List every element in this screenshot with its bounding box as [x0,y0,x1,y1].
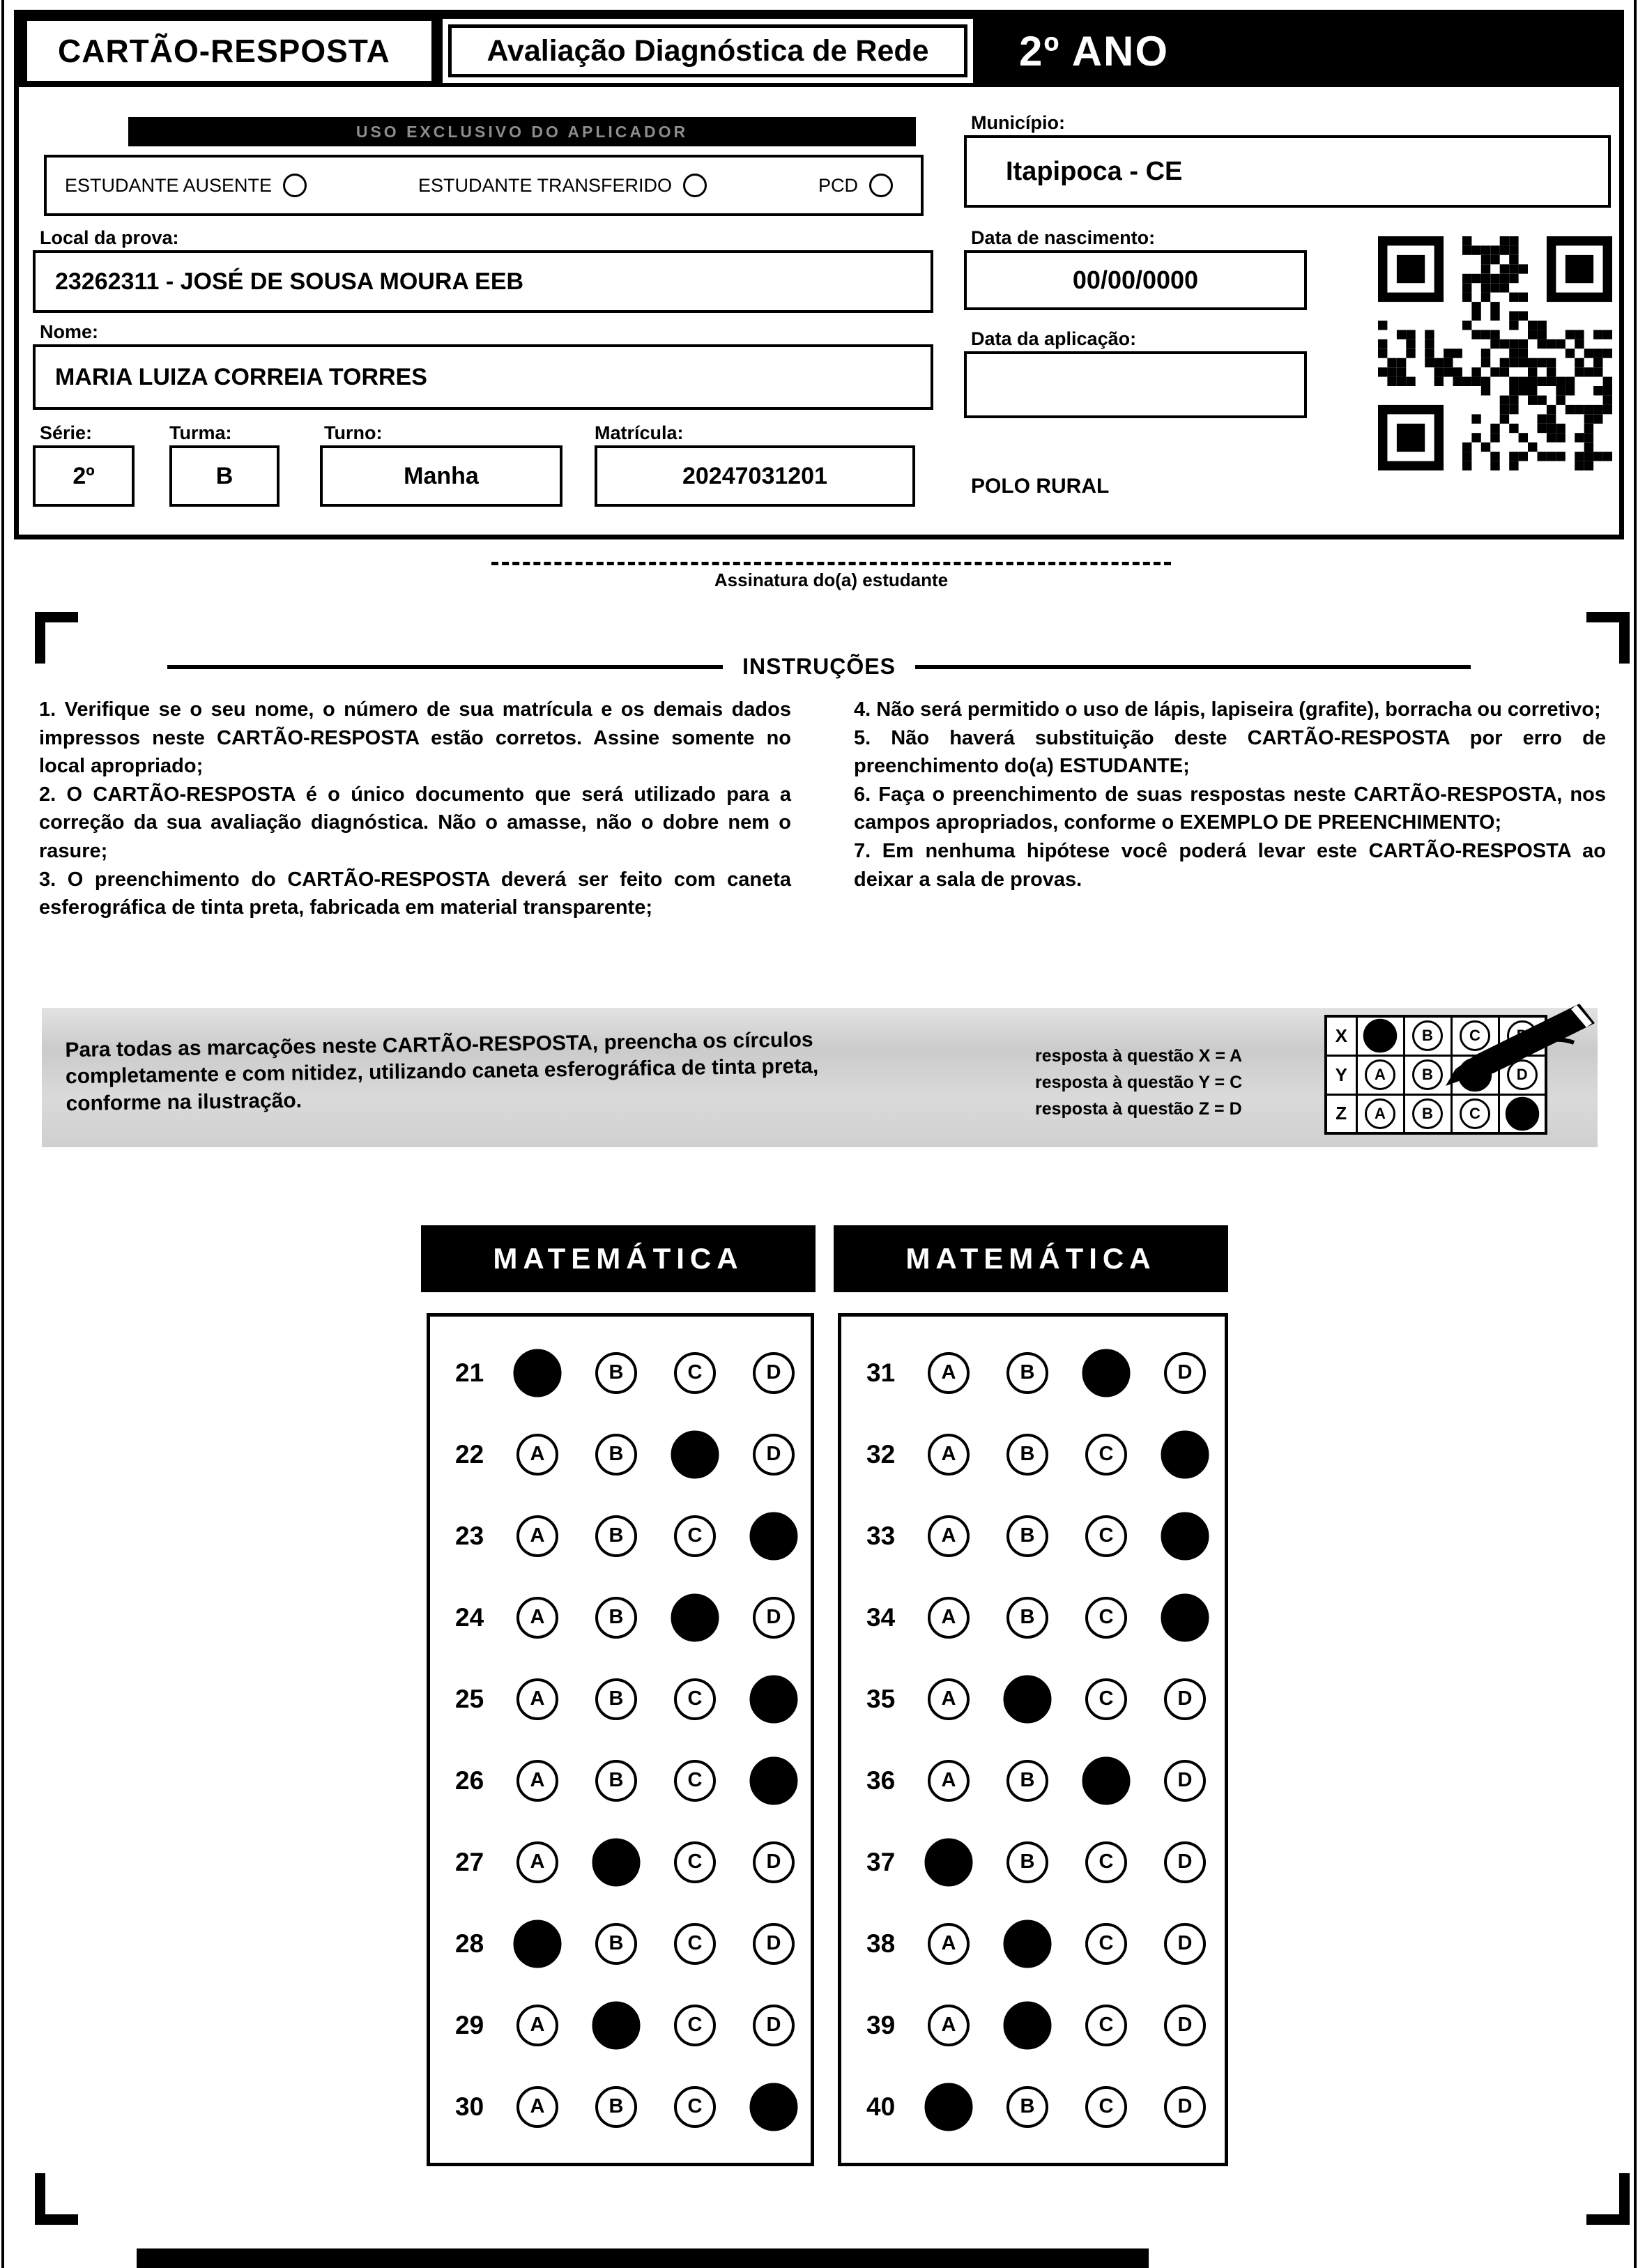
example-bubble-X-A [1363,1019,1397,1052]
example-bubble-Y-A: A [1365,1059,1395,1090]
example-cell [1356,1055,1404,1094]
question-number: 35 [866,1684,896,1713]
example-bubble-Z-D [1506,1097,1539,1131]
answer-row-q22 [430,1413,811,1495]
exam-title: Avaliação Diagnóstica de Rede [448,24,967,77]
answer-bubble-q25-C[interactable]: C [674,1678,716,1720]
answer-bubble-q21-D[interactable]: D [753,1352,795,1394]
data-aplicacao-field[interactable] [964,351,1307,418]
answer-row-q38 [841,1903,1225,1984]
question-number: 22 [455,1439,484,1469]
answer-bubble-q38-C[interactable]: C [1085,1923,1127,1965]
applicator-bar [128,117,916,146]
answer-bubble-q23-B[interactable]: B [595,1515,637,1557]
applicator-bar-label: USO EXCLUSIVO DO APLICADOR [355,122,689,141]
question-number: 29 [455,2010,484,2039]
answer-row-q24 [430,1577,811,1658]
municipio-field [964,135,1611,208]
answer-bubble-q29-C[interactable]: C [674,2005,716,2046]
answer-bubble-q29-B[interactable] [592,2001,641,2049]
answer-bubble-q37-B[interactable]: B [1006,1841,1048,1883]
header [19,15,1619,87]
answer-bubble-q38-D[interactable]: D [1164,1923,1206,1965]
answer-row-q34 [841,1577,1225,1658]
answer-bubble-q35-C[interactable]: C [1085,1678,1127,1720]
answer-bubble-q28-A[interactable] [514,1920,562,1968]
answer-bubble-q39-A[interactable]: A [928,2005,970,2046]
signature-area [491,562,1171,591]
instructions-heading [167,654,1471,680]
example-legend [1035,1043,1242,1122]
example-bubble-X-C: C [1460,1020,1490,1051]
question-number: 34 [866,1602,896,1632]
answer-bubble-q21-A[interactable] [514,1349,562,1397]
answer-bubble-q28-C[interactable]: C [674,1923,716,1965]
example-bubble-Z-A: A [1365,1098,1395,1129]
instruction-item-4: 4. Não será permitido o uso de lápis, lapiseira (grafite), borracha ou corretivo; [854,698,1601,721]
status-option-label: ESTUDANTE TRANSFERIDO [418,174,673,196]
status-bubble-2[interactable] [869,174,893,197]
answer-bubble-q21-B[interactable]: B [595,1352,637,1394]
local-field [33,250,933,313]
answer-bubble-q30-D[interactable] [750,2083,798,2131]
question-number: 33 [866,1521,896,1550]
answer-bubble-q40-C[interactable]: C [1085,2086,1127,2128]
answer-bubble-q35-D[interactable]: D [1164,1678,1206,1720]
page-edge-left [1,0,4,2268]
answer-bubble-q22-A[interactable]: A [516,1434,558,1476]
answer-bubble-q34-D[interactable] [1161,1593,1209,1641]
answer-bubble-q38-A[interactable]: A [928,1923,970,1965]
status-option-1 [418,174,707,197]
polo-label: POLO RURAL [971,475,1110,498]
answer-box-0 [427,1313,814,2166]
heading-rule-left [167,665,723,669]
pen-hand-illustration [1433,997,1600,1094]
answer-bubble-q27-C[interactable]: C [674,1841,716,1883]
answer-bubble-q33-B[interactable]: B [1006,1515,1048,1557]
example-bubble-Z-B: B [1412,1098,1443,1129]
answer-bubble-q39-C[interactable]: C [1085,2005,1127,2046]
answer-bubble-q36-C[interactable] [1082,1756,1131,1805]
example-cell [1356,1094,1404,1133]
question-number: 37 [866,1847,896,1876]
answer-bubble-q36-B[interactable]: B [1006,1760,1048,1802]
answer-bubble-q32-D[interactable] [1161,1430,1209,1478]
fill-instructions-note: Para todas as marcações neste CARTÃO-RESPOSTA, preencha os círculos completamente e com nitidez, utilizando caneta esferográfica de tinta preta, conforme na ilustração. [65,1028,819,1115]
example-row-label: Y [1326,1055,1356,1094]
crop-mark-top-right [1586,612,1630,664]
answer-row-q21 [430,1332,811,1413]
crop-mark-bottom-left [35,2173,78,2225]
turma-field [169,445,280,507]
example-legend-line-3: resposta à questão Z = D [1035,1099,1242,1119]
answer-row-q28 [430,1903,811,1984]
answer-row-q31 [841,1332,1225,1413]
instruction-item-6: 6. Faça o preenchimento de suas respostas neste CARTÃO-RESPOSTA, nos campos apropriados, conforme o EXEMPLO DE PREENCHIMENTO; [854,783,1606,834]
answer-bubble-q24-C[interactable] [671,1593,719,1641]
example-cell [1356,1016,1404,1055]
answer-box-1 [838,1313,1228,2166]
local-value: 23262311 - JOSÉ DE SOUSA MOURA EEB [55,268,524,295]
question-number: 32 [866,1439,896,1469]
nome-value: MARIA LUIZA CORREIA TORRES [55,363,427,390]
answer-bubble-q30-C[interactable]: C [674,2086,716,2128]
answer-row-q37 [841,1821,1225,1903]
example-legend-line-1: resposta à questão X = A [1035,1046,1243,1066]
answer-bubble-q31-C[interactable] [1082,1349,1131,1397]
answer-bubble-q40-A[interactable] [925,2083,973,2131]
answer-bubble-q35-A[interactable]: A [928,1678,970,1720]
answer-bubble-q36-A[interactable]: A [928,1760,970,1802]
answer-row-q40 [841,2066,1225,2147]
answer-bubble-q39-B[interactable] [1004,2001,1052,2049]
turno-value: Manha [404,462,479,489]
question-number: 27 [455,1847,484,1876]
instruction-item-3: 3. O preenchimento do CARTÃO-RESPOSTA deverá ser feito com caneta esferográfica de tinta preta, fabricada em material transparente; [39,868,791,919]
nome-field [33,344,933,410]
answer-bubble-q24-D[interactable]: D [753,1597,795,1639]
example-row-label: X [1326,1016,1356,1055]
answer-bubble-q23-C[interactable]: C [674,1515,716,1557]
answer-bubble-q27-A[interactable]: A [516,1841,558,1883]
heading-rule-right [915,665,1471,669]
student-data-panel [14,10,1624,539]
answer-bubble-q28-D[interactable]: D [753,1923,795,1965]
answer-row-q39 [841,1984,1225,2066]
question-number: 23 [455,1521,484,1550]
answer-row-q29 [430,1984,811,2066]
answer-bubble-q25-B[interactable]: B [595,1678,637,1720]
answer-bubble-q21-C[interactable]: C [674,1352,716,1394]
answer-bubble-q30-A[interactable]: A [516,2086,558,2128]
question-number: 25 [455,1684,484,1713]
instructions-title: INSTRUÇÕES [742,654,896,679]
data-nascimento-field [964,250,1307,310]
crop-mark-bottom-right [1586,2173,1630,2225]
answer-row-q32 [841,1413,1225,1495]
answer-bubble-q32-B[interactable]: B [1006,1434,1048,1476]
status-option-label: PCD [818,174,858,196]
answer-bubble-q31-B[interactable]: B [1006,1352,1048,1394]
answer-bubble-q24-B[interactable]: B [595,1597,637,1639]
matricula-label: Matrícula: [595,422,684,443]
status-option-0 [65,174,307,197]
answer-bubble-q26-D[interactable] [750,1756,798,1805]
answer-bubble-q32-C[interactable]: C [1085,1434,1127,1476]
status-option-2 [818,174,893,197]
status-options-box [44,155,924,216]
qr-code [1378,236,1612,470]
answer-bubble-q26-C[interactable]: C [674,1760,716,1802]
answer-bubble-q26-A[interactable]: A [516,1760,558,1802]
question-number: 26 [455,1765,484,1795]
answer-bubble-q27-D[interactable]: D [753,1841,795,1883]
question-number: 36 [866,1765,896,1795]
page-title: CARTÃO-RESPOSTA [27,21,431,81]
section-header-matematica-2: MATEMÁTICA [834,1225,1228,1292]
nome-label: Nome: [40,321,99,342]
serie-field [33,445,135,507]
answer-bubble-q33-A[interactable]: A [928,1515,970,1557]
instructions-column-right [854,696,1606,922]
instructions [39,696,1606,922]
answer-bubble-q35-B[interactable] [1004,1675,1052,1723]
grade-label: 2º ANO [1019,27,1170,75]
answer-bubble-q37-C[interactable]: C [1085,1841,1127,1883]
page-edge-right [1634,0,1637,2268]
serie-label: Série: [40,422,93,443]
municipio-label: Município: [971,112,1065,133]
answer-bubble-q25-A[interactable]: A [516,1678,558,1720]
instruction-item-1: 1. Verifique se o seu nome, o número de sua matrícula e os demais dados impressos neste CARTÃO-RESPOSTA estão corretos. Assine somente no local apropriado; [39,698,791,778]
signature-line[interactable] [491,562,1171,565]
instruction-item-2: 2. O CARTÃO-RESPOSTA é o único documento que será utilizado para a correção da sua avaliação diagnóstica. Não o amasse, não o dobre nem o rasure; [39,783,791,862]
turma-value: B [215,462,234,489]
answer-bubble-q40-B[interactable]: B [1006,2086,1048,2128]
answer-row-q23 [430,1495,811,1577]
data-aplicacao-label: Data da aplicação: [971,328,1137,349]
section-header-matematica-1: MATEMÁTICA [421,1225,816,1292]
answer-bubble-q25-D[interactable] [750,1675,798,1723]
question-number: 30 [455,2092,484,2121]
question-number: 38 [866,1929,896,1958]
answer-row-q25 [430,1658,811,1740]
question-number: 31 [866,1358,896,1387]
answer-bubble-q29-D[interactable]: D [753,2005,795,2046]
answer-bubble-q31-A[interactable]: A [928,1352,970,1394]
answer-bubble-q22-D[interactable]: D [753,1434,795,1476]
question-number: 21 [455,1358,484,1387]
answer-bubble-q33-C[interactable]: C [1085,1515,1127,1557]
example-cell [1404,1094,1451,1133]
answer-bubble-q39-D[interactable]: D [1164,2005,1206,2046]
crop-mark-top-left [35,612,78,664]
answer-row-q36 [841,1740,1225,1821]
bottom-scan-bar [137,2248,1149,2268]
example-row-label: Z [1326,1094,1356,1133]
example-band [42,1008,1598,1147]
answer-bubble-q28-B[interactable]: B [595,1923,637,1965]
answer-bubble-q38-B[interactable] [1004,1920,1052,1968]
answer-bubble-q22-C[interactable] [671,1430,719,1478]
answer-row-q26 [430,1740,811,1821]
answer-bubble-q29-A[interactable]: A [516,2005,558,2046]
turno-label: Turno: [324,422,383,443]
answer-row-q33 [841,1495,1225,1577]
data-nascimento-label: Data de nascimento: [971,227,1156,248]
serie-value: 2º [72,462,95,489]
answer-bubble-q23-D[interactable] [750,1512,798,1560]
answer-bubble-q27-B[interactable] [592,1838,641,1886]
answer-bubble-q37-A[interactable] [925,1838,973,1886]
question-number: 39 [866,2010,896,2039]
signature-label: Assinatura do(a) estudante [714,569,949,590]
example-bubble-Y-D: D [1507,1059,1538,1090]
answer-bubble-q36-D[interactable]: D [1164,1760,1206,1802]
answer-bubble-q37-D[interactable]: D [1164,1841,1206,1883]
answer-row-q30 [430,2066,811,2147]
answer-bubble-q22-B[interactable]: B [595,1434,637,1476]
local-label: Local da prova: [40,227,179,248]
answer-bubble-q23-A[interactable]: A [516,1515,558,1557]
turno-field [320,445,562,507]
answer-bubble-q40-D[interactable]: D [1164,2086,1206,2128]
answer-row-q35 [841,1658,1225,1740]
status-option-label: ESTUDANTE AUSENTE [65,174,273,196]
instruction-item-5: 5. Não haverá substituição deste CARTÃO-RESPOSTA por erro de preenchimento do(a) ESTUDANTE; [854,726,1606,778]
instruction-item-7: 7. Em nenhuma hipótese você poderá levar este CARTÃO-RESPOSTA ao deixar a sala de provas. [854,839,1606,891]
municipio-value: Itapipoca - CE [1006,156,1183,186]
answer-bubble-q26-B[interactable]: B [595,1760,637,1802]
example-bubble-Y-B: B [1412,1059,1443,1090]
example-bubble-X-B: B [1412,1020,1443,1051]
example-cell [1451,1094,1499,1133]
answer-bubble-q34-A[interactable]: A [928,1597,970,1639]
status-bubble-1[interactable] [683,174,707,197]
instructions-column-left [39,696,791,922]
matricula-value: 20247031201 [682,462,827,489]
example-legend-line-2: resposta à questão Y = C [1035,1073,1243,1092]
answer-bubble-q34-C[interactable]: C [1085,1597,1127,1639]
answer-row-q27 [430,1821,811,1903]
answer-bubble-q32-A[interactable]: A [928,1434,970,1476]
answer-bubble-q33-D[interactable] [1161,1512,1209,1560]
matricula-field [595,445,915,507]
example-cell [1499,1094,1546,1133]
answer-bubble-q34-B[interactable]: B [1006,1597,1048,1639]
data-nascimento-value: 00/00/0000 [1072,266,1199,294]
question-number: 28 [455,1929,484,1958]
answer-bubble-q31-D[interactable]: D [1164,1352,1206,1394]
status-bubble-0[interactable] [283,174,307,197]
question-number: 40 [866,2092,896,2121]
turma-label: Turma: [169,422,232,443]
answer-bubble-q30-B[interactable]: B [595,2086,637,2128]
answer-bubble-q24-A[interactable]: A [516,1597,558,1639]
question-number: 24 [455,1602,484,1632]
example-bubble-Z-C: C [1460,1098,1490,1129]
